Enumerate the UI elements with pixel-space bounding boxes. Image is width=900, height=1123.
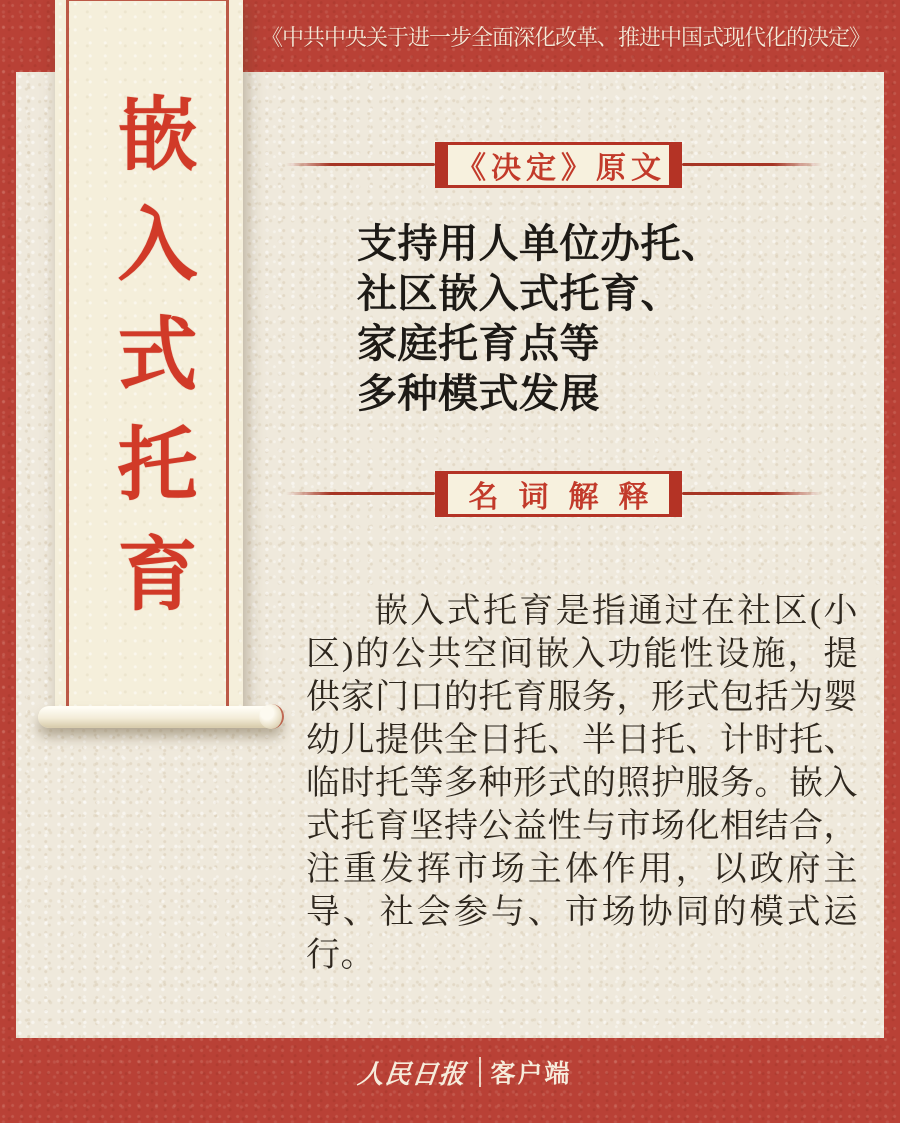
quote-line: 多种模式发展	[357, 371, 600, 416]
scroll-roll	[38, 706, 283, 728]
scroll-roll-curl-icon	[259, 704, 284, 729]
scroll-paper	[55, 0, 243, 712]
decision-source-badge	[435, 142, 682, 188]
term-badge-rule-left	[286, 492, 435, 495]
term-definition-badge-label: 名词解释	[468, 481, 669, 514]
decision-source-badge-label: 《决定》原文	[456, 152, 666, 185]
document-title: 《中共中央关于进一步全面深化改革、推进中国式现代化的决定》	[260, 24, 870, 50]
scroll-vertical-title: 嵌入式托育	[105, 92, 193, 642]
scroll-banner	[55, 0, 243, 745]
client-label: 客户端	[490, 1060, 572, 1088]
quote-line: 家庭托育点等	[357, 321, 600, 366]
decision-quote	[357, 219, 722, 419]
quote-line: 社区嵌入式托育、	[357, 271, 681, 316]
term-definition-badge	[435, 471, 682, 517]
footer-banner	[0, 1050, 900, 1094]
term-badge-rule-right	[682, 492, 822, 495]
decision-badge-rule-left	[286, 163, 435, 166]
term-explanation-text: 嵌入式托育是指通过在社区(小区)的公共空间嵌入功能性设施，提供家门口的托育服务，形式包括为婴幼儿提供全日托、半日托、计时托、临时托等多种形式的照护服务。嵌入式托育坚持公益性与市场化相结合，注重发挥市场主体作用，以政府主导、社会参与、市场协同的模式运行。	[306, 593, 858, 974]
peoples-daily-logo: 人民日报	[356, 1059, 468, 1089]
logo-divider	[479, 1057, 481, 1087]
decision-badge-rule-right	[682, 163, 822, 166]
quote-line: 支持用人单位办托、	[357, 221, 722, 266]
